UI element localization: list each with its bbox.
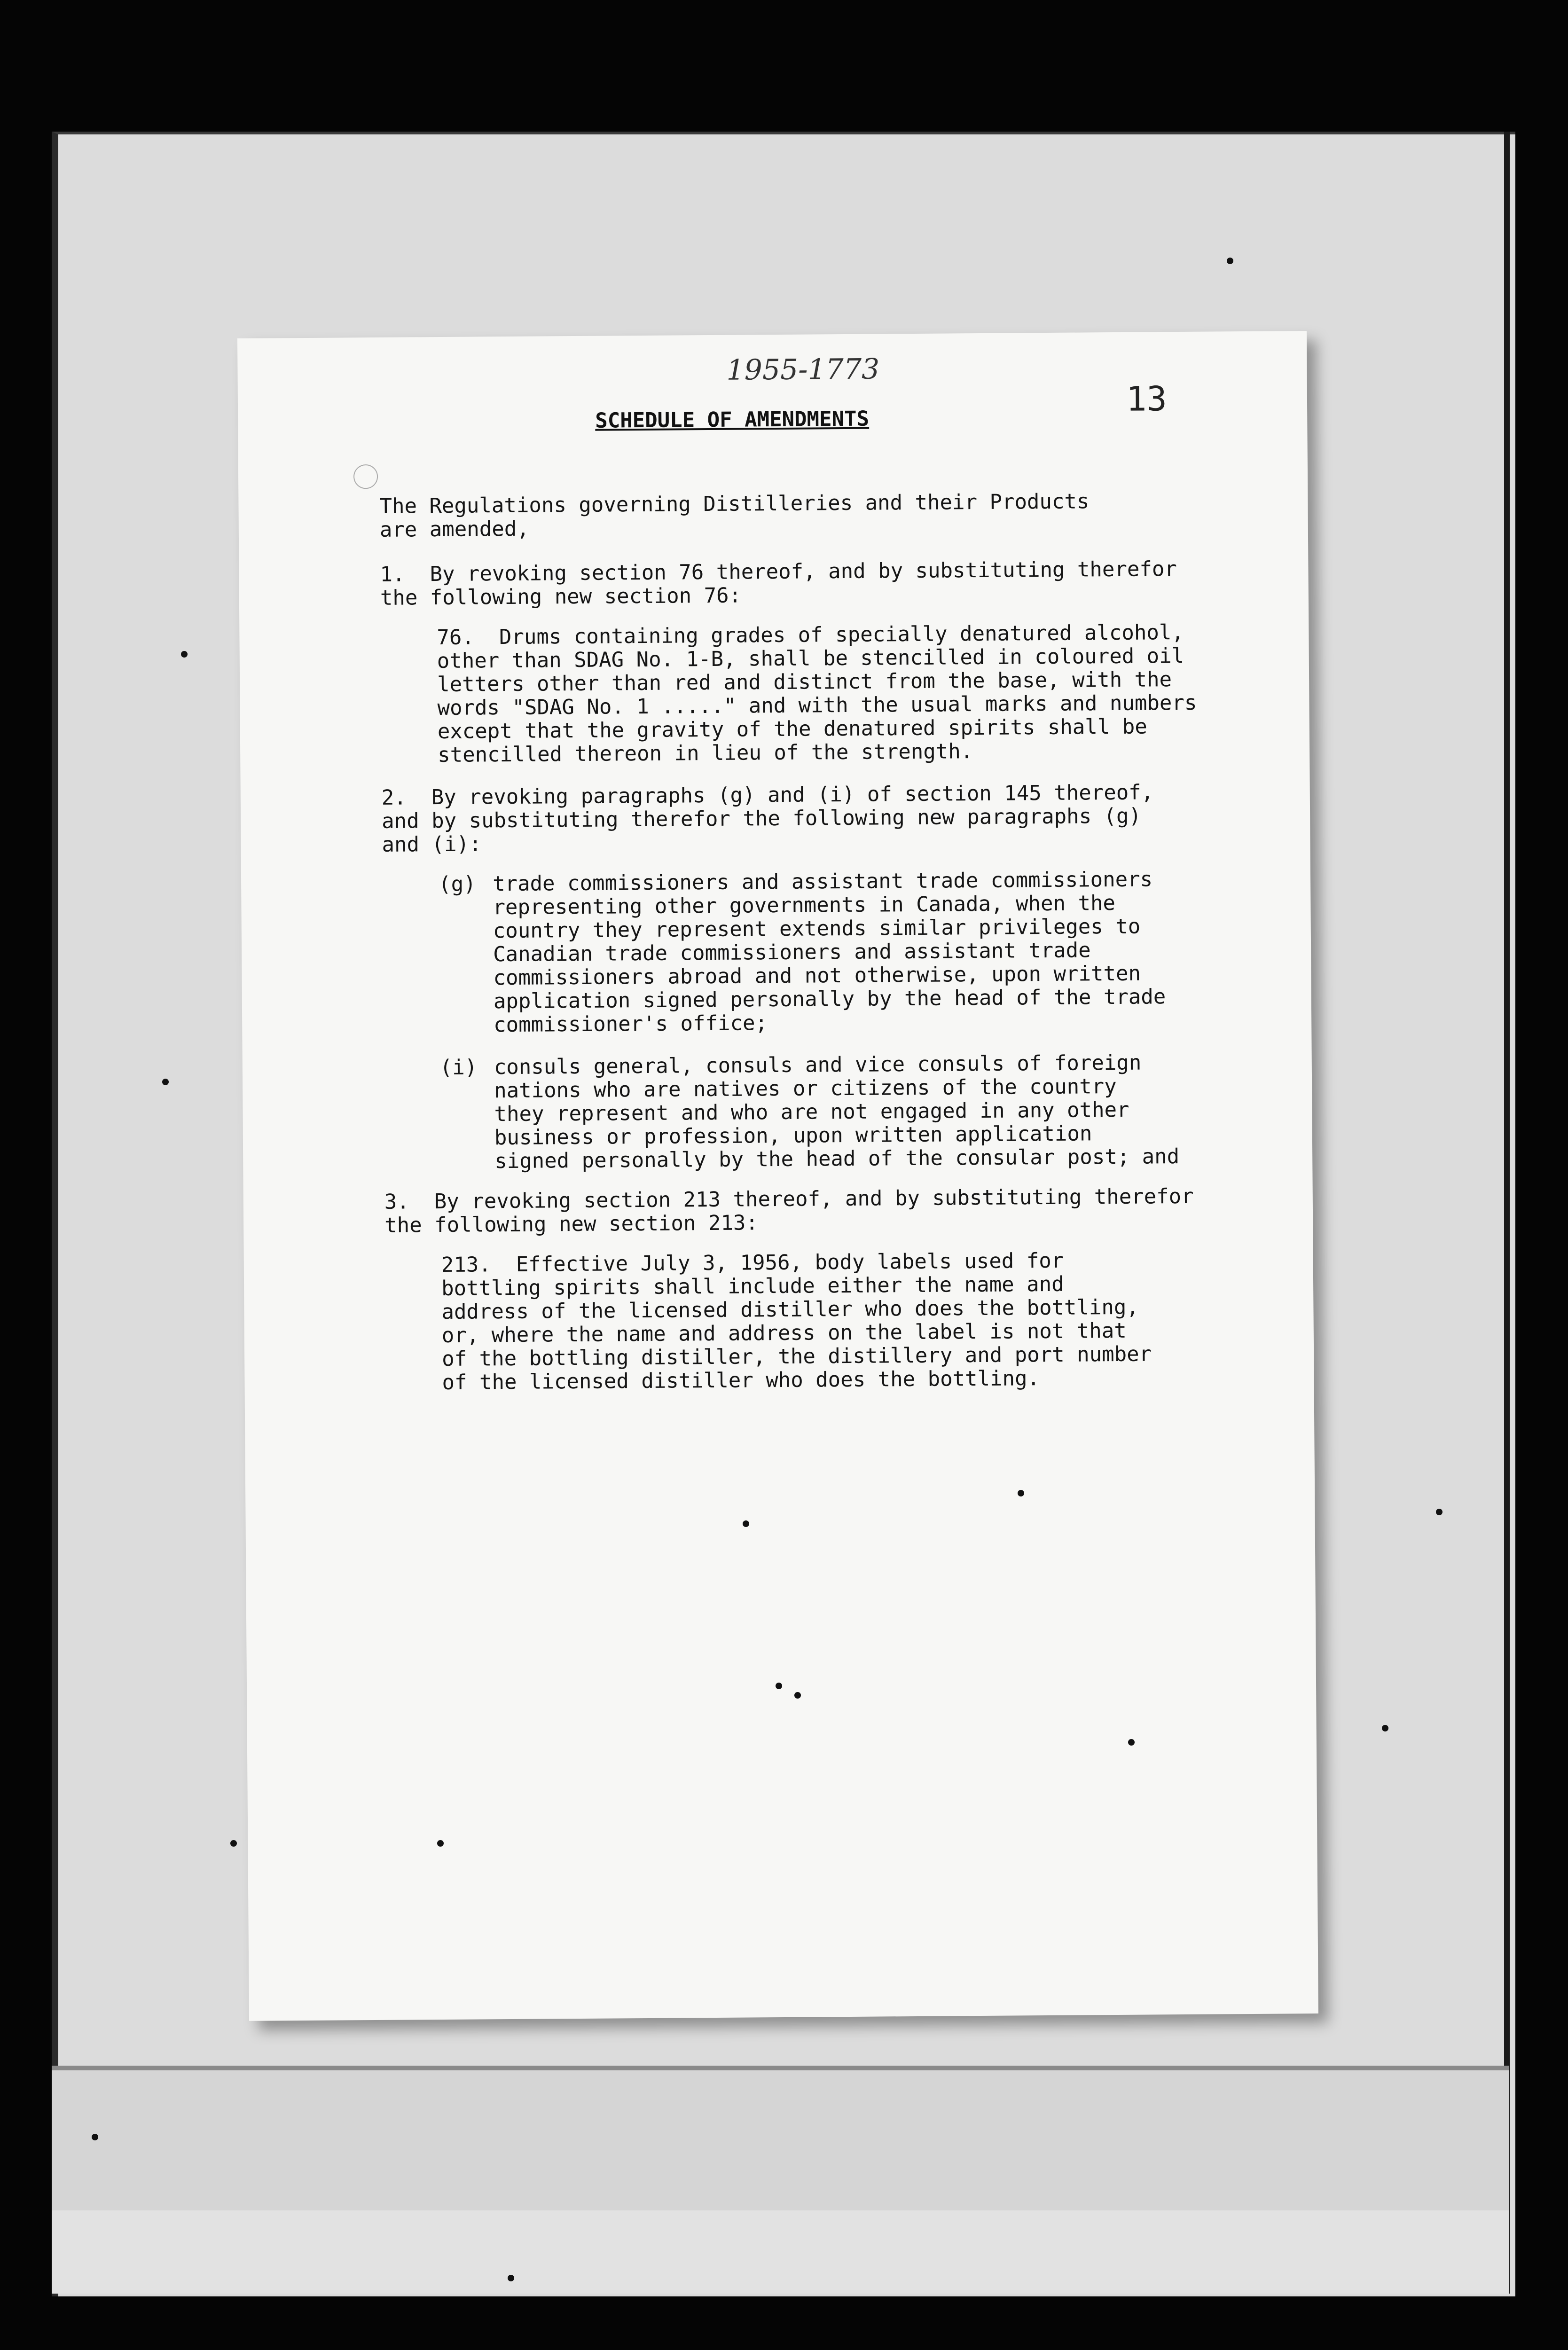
speck <box>1382 1725 1388 1731</box>
speck <box>1128 1739 1135 1746</box>
speck <box>1018 1490 1024 1496</box>
item-2-g-label: (g) <box>438 872 476 897</box>
item-2-heading: 2. By revoking paragraphs (g) and (i) of section 145 thereof, and by substituting therefor the following new paragraphs (g) and (i): <box>381 780 1154 857</box>
item-2-i-label: (i) <box>439 1055 478 1080</box>
speck <box>437 1840 444 1847</box>
item-1-heading: 1. By revoking section 76 thereof, and by substituting therefor the following new section 76: <box>380 557 1177 610</box>
speck <box>794 1692 801 1699</box>
document-title: SCHEDULE OF AMENDMENTS <box>595 407 870 433</box>
speck <box>743 1520 749 1527</box>
handwritten-reference: 1955-1773 <box>726 352 880 387</box>
item-3-heading: 3. By revoking section 213 thereof, and by substituting therefor the following new section 213: <box>384 1184 1194 1238</box>
item-3-body: 213. Effective July 3, 1956, body labels used for bottling spirits shall include either the name and address of the licensed distiller who does the bottling, or, where the name and address on the label is not that of the bottling distiller, the distillery and port number of the licensed distiller who does the bottling. <box>441 1248 1152 1395</box>
speck <box>230 1840 237 1847</box>
speck <box>92 2134 98 2140</box>
speck <box>1436 1509 1443 1515</box>
speck <box>508 2275 514 2281</box>
speck <box>162 1079 169 1085</box>
document-page <box>237 331 1318 2021</box>
frame-edge <box>1504 132 1510 2294</box>
item-2-i-text: consuls general, consuls and vice consuls of foreign nations who are natives or citizens of the country they represent and who are not engaged in any other business or profession, upon written application signed personally by the head of the consular post; and <box>494 1050 1180 1174</box>
item-2-g-text: trade commissioners and assistant trade commissioners representing other governments in Canada, when the country they represent extends similar privileges to Canadian trade commissioners and assistant trade commissioners abroad and not otherwise, upon written application signed personally by the head of the trade commissioner's office; <box>492 867 1166 1037</box>
item-1-body: 76. Drums containing grades of specially denatured alcohol, other than SDAG No. 1-B, shall be stencilled in coloured oil letters other than red and distinct from the base, with the words "SDAG No. 1 ....." and with the usual marks and numbers except that the gravity of the denatured spirits shall be stencilled thereon in lieu of the strength. <box>437 620 1197 768</box>
page-number: 13 <box>1126 379 1167 419</box>
speck <box>776 1683 782 1689</box>
speck <box>1227 258 1233 264</box>
speck <box>181 651 188 658</box>
intro-paragraph: The Regulations governing Distilleries and their Products are amended, <box>379 489 1090 542</box>
bottom-band <box>52 2210 1509 2294</box>
punch-hole <box>353 464 378 489</box>
lower-band <box>52 2066 1509 2215</box>
